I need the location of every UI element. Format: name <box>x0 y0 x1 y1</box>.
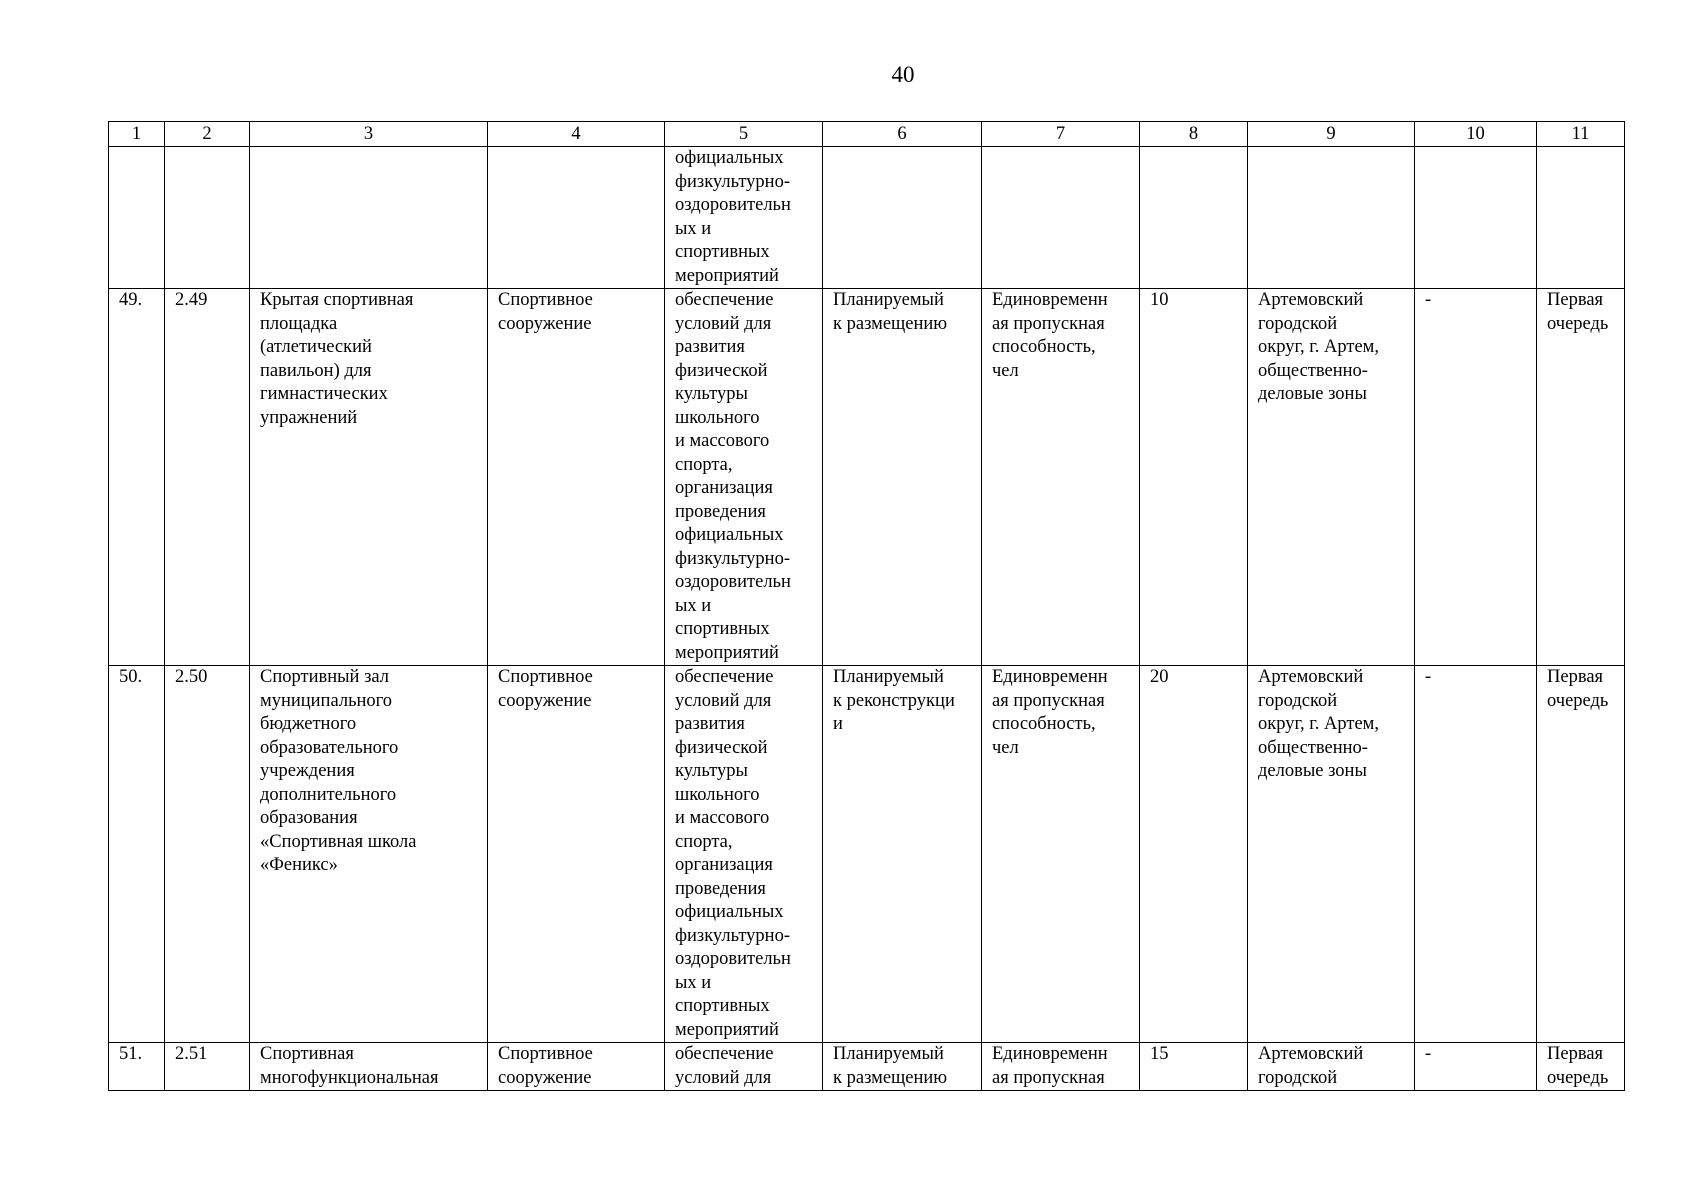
table-row <box>109 666 1625 1043</box>
table-cell: официальных физкультурно- оздоровительн ых и спортивных мероприятий <box>665 147 823 289</box>
header-cell: 3 <box>250 122 488 147</box>
table-cell: Единовременн ая пропускная <box>982 1043 1140 1091</box>
header-cell: 7 <box>982 122 1140 147</box>
table-row <box>109 289 1625 666</box>
table-cell: Планируемый к реконструкци и <box>823 666 982 1043</box>
table-cell: Спортивное сооружение <box>488 289 665 666</box>
header-cell: 1 <box>109 122 165 147</box>
table-cell: 2.49 <box>165 289 250 666</box>
table-cell <box>982 147 1140 289</box>
table-cell: Единовременн ая пропускная способность, чел <box>982 666 1140 1043</box>
table-cell <box>1415 147 1537 289</box>
header-cell: 6 <box>823 122 982 147</box>
table-row <box>109 1043 1625 1091</box>
header-cell: 2 <box>165 122 250 147</box>
table-cell <box>250 147 488 289</box>
table-cell: Спортивное сооружение <box>488 666 665 1043</box>
table-cell <box>109 147 165 289</box>
header-cell: 10 <box>1415 122 1537 147</box>
table-cell: 20 <box>1140 666 1248 1043</box>
infrastructure-table <box>108 121 1625 1091</box>
table-cell: Планируемый к размещению <box>823 289 982 666</box>
table-cell: Артемовский городской округ, г. Артем, общественно- деловые зоны <box>1248 289 1415 666</box>
table-cell: 50. <box>109 666 165 1043</box>
header-cell: 9 <box>1248 122 1415 147</box>
table-cell: 51. <box>109 1043 165 1091</box>
header-cell: 11 <box>1537 122 1625 147</box>
table-cell: Спортивный зал муниципального бюджетного образовательного учреждения дополнительного образования «Спортивная школа «Феникс» <box>250 666 488 1043</box>
table-cell: Крытая спортивная площадка (атлетический павильон) для гимнастических упражнений <box>250 289 488 666</box>
table-cell <box>488 147 665 289</box>
table-cell: Первая очередь <box>1537 1043 1625 1091</box>
table-cell: Артемовский городской округ, г. Артем, общественно- деловые зоны <box>1248 666 1415 1043</box>
header-cell: 8 <box>1140 122 1248 147</box>
table-cell: 15 <box>1140 1043 1248 1091</box>
table-cell: - <box>1415 666 1537 1043</box>
table-cell <box>1537 147 1625 289</box>
table-cell: 2.51 <box>165 1043 250 1091</box>
table-cell: обеспечение условий для <box>665 1043 823 1091</box>
table-cell: Артемовский городской <box>1248 1043 1415 1091</box>
table-row <box>109 147 1625 289</box>
table-cell: обеспечение условий для развития физической культуры школьного и массового спорта, организация проведения официальных физкультурно- оздоровительн ых и спортивных мероприятий <box>665 666 823 1043</box>
table-cell <box>1248 147 1415 289</box>
table-cell: Спортивная многофункциональная <box>250 1043 488 1091</box>
table-cell: Единовременн ая пропускная способность, чел <box>982 289 1140 666</box>
table-cell: 10 <box>1140 289 1248 666</box>
table-cell: 2.50 <box>165 666 250 1043</box>
table-cell: Первая очередь <box>1537 289 1625 666</box>
table-cell: Спортивное сооружение <box>488 1043 665 1091</box>
table-cell <box>823 147 982 289</box>
table-cell: 49. <box>109 289 165 666</box>
table-cell <box>165 147 250 289</box>
table-cell: Первая очередь <box>1537 666 1625 1043</box>
table-cell: - <box>1415 289 1537 666</box>
page-number: 40 <box>891 62 915 87</box>
table-cell: - <box>1415 1043 1537 1091</box>
table-cell: обеспечение условий для развития физической культуры школьного и массового спорта, организация проведения официальных физкультурно- оздоровительн ых и спортивных мероприятий <box>665 289 823 666</box>
header-cell: 4 <box>488 122 665 147</box>
table-cell <box>1140 147 1248 289</box>
header-row <box>109 122 1625 147</box>
header-cell: 5 <box>665 122 823 147</box>
table-cell: Планируемый к размещению <box>823 1043 982 1091</box>
